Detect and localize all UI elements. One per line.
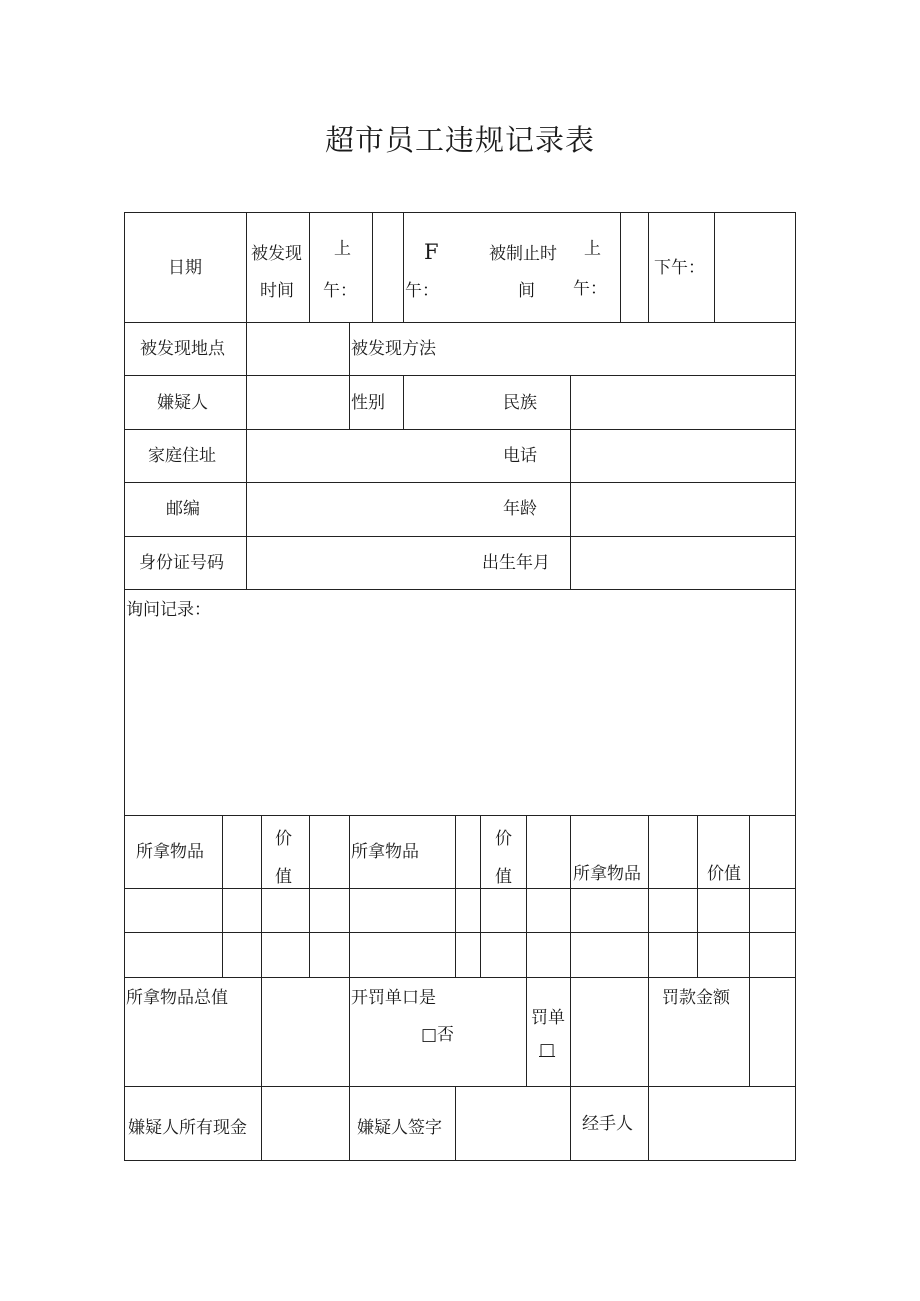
table-line bbox=[570, 1086, 571, 1161]
mark-f: F bbox=[424, 240, 439, 264]
form-title: 超市员工违规记录表 bbox=[324, 123, 595, 157]
birth-label: 出生年月 bbox=[482, 553, 550, 573]
table-line bbox=[349, 977, 350, 1087]
table-line bbox=[749, 977, 750, 1087]
table-line bbox=[124, 429, 796, 430]
table-line bbox=[222, 815, 223, 978]
am-label: 上 bbox=[334, 239, 351, 259]
table-line bbox=[570, 977, 571, 1087]
table-line bbox=[124, 212, 796, 213]
table-line bbox=[403, 375, 404, 430]
table-line bbox=[124, 212, 125, 1161]
table-line bbox=[124, 536, 796, 537]
table-line bbox=[648, 815, 649, 978]
table-line bbox=[455, 1086, 456, 1161]
phone-label: 电话 bbox=[503, 446, 537, 466]
pm-label: 下午： bbox=[654, 258, 705, 278]
table-line bbox=[372, 212, 373, 323]
table-line bbox=[570, 815, 571, 978]
table-line bbox=[526, 977, 527, 1087]
found-time-label: 时间 bbox=[260, 281, 294, 301]
table-line bbox=[349, 1086, 350, 1161]
table-line bbox=[349, 322, 350, 430]
table-line bbox=[124, 375, 796, 376]
suspect-signature-label: 嫌疑人签字 bbox=[357, 1118, 442, 1138]
found-method-label: 被发现方法 bbox=[351, 339, 436, 359]
table-line bbox=[648, 1086, 649, 1161]
date-label: 日期 bbox=[168, 258, 202, 278]
fine-ticket-label: 罚单 bbox=[531, 1008, 565, 1028]
stopped-time-label: 间 bbox=[518, 281, 535, 301]
am-label: 午： bbox=[573, 279, 607, 299]
item-label: 所拿物品 bbox=[136, 842, 204, 862]
ticket-no-option: □否 bbox=[421, 1025, 455, 1045]
table-line bbox=[246, 212, 247, 323]
table-line bbox=[697, 815, 698, 978]
table-line bbox=[124, 888, 796, 889]
stopped-time-label: 被制止时 bbox=[489, 244, 557, 264]
found-place-label: 被发现地点 bbox=[140, 339, 225, 359]
table-line bbox=[124, 482, 796, 483]
fine-ticket-checkbox: □ bbox=[539, 1040, 556, 1060]
ethnicity-label: 民族 bbox=[503, 393, 537, 413]
table-line bbox=[124, 322, 796, 323]
value-label: 价 bbox=[495, 829, 512, 849]
table-line bbox=[124, 1160, 796, 1161]
value-label: 价 bbox=[275, 829, 292, 849]
table-line bbox=[124, 977, 796, 978]
table-line bbox=[309, 212, 310, 323]
am-label: 午： bbox=[323, 281, 357, 301]
table-line bbox=[749, 815, 750, 978]
table-line bbox=[455, 815, 456, 978]
suspect-label: 嫌疑人 bbox=[157, 393, 208, 413]
inquiry-label: 询问记录： bbox=[126, 600, 211, 620]
table-line bbox=[714, 212, 715, 323]
found-time-label: 被发现 bbox=[251, 244, 302, 264]
table-line bbox=[309, 815, 310, 978]
table-line bbox=[620, 212, 621, 323]
fine-amount-label: 罚款金额 bbox=[662, 988, 730, 1008]
table-line bbox=[648, 212, 649, 323]
total-value-label: 所拿物品总值 bbox=[126, 988, 228, 1008]
table-line bbox=[526, 815, 527, 978]
table-line bbox=[124, 589, 796, 590]
table-line bbox=[124, 932, 796, 933]
table-line bbox=[648, 977, 649, 1087]
item-label: 所拿物品 bbox=[351, 842, 419, 862]
value-label: 值 bbox=[275, 867, 292, 887]
table-line bbox=[480, 815, 481, 978]
gender-label: 性别 bbox=[351, 393, 385, 413]
table-line bbox=[124, 815, 796, 816]
table-line bbox=[246, 322, 247, 590]
handler-label: 经手人 bbox=[582, 1114, 633, 1134]
id-number-label: 身份证号码 bbox=[139, 553, 224, 573]
table-line bbox=[349, 815, 350, 978]
table-line bbox=[570, 375, 571, 590]
table-line bbox=[795, 212, 796, 1161]
suspect-cash-label: 嫌疑人所有现金 bbox=[128, 1118, 247, 1138]
value-label: 价值 bbox=[707, 864, 741, 884]
table-line bbox=[124, 1086, 796, 1087]
postcode-label: 邮编 bbox=[166, 499, 200, 519]
am-label: 上 bbox=[584, 239, 601, 259]
table-line bbox=[261, 1086, 262, 1161]
value-label: 值 bbox=[495, 867, 512, 887]
table-line bbox=[261, 815, 262, 978]
address-label: 家庭住址 bbox=[148, 446, 216, 466]
table-line bbox=[403, 212, 404, 323]
table-line bbox=[261, 977, 262, 1087]
item-label: 所拿物品 bbox=[573, 864, 641, 884]
ticket-question: 开罚单口是 bbox=[351, 988, 436, 1008]
age-label: 年龄 bbox=[503, 499, 537, 519]
mark-wu-label: 午： bbox=[405, 281, 439, 301]
